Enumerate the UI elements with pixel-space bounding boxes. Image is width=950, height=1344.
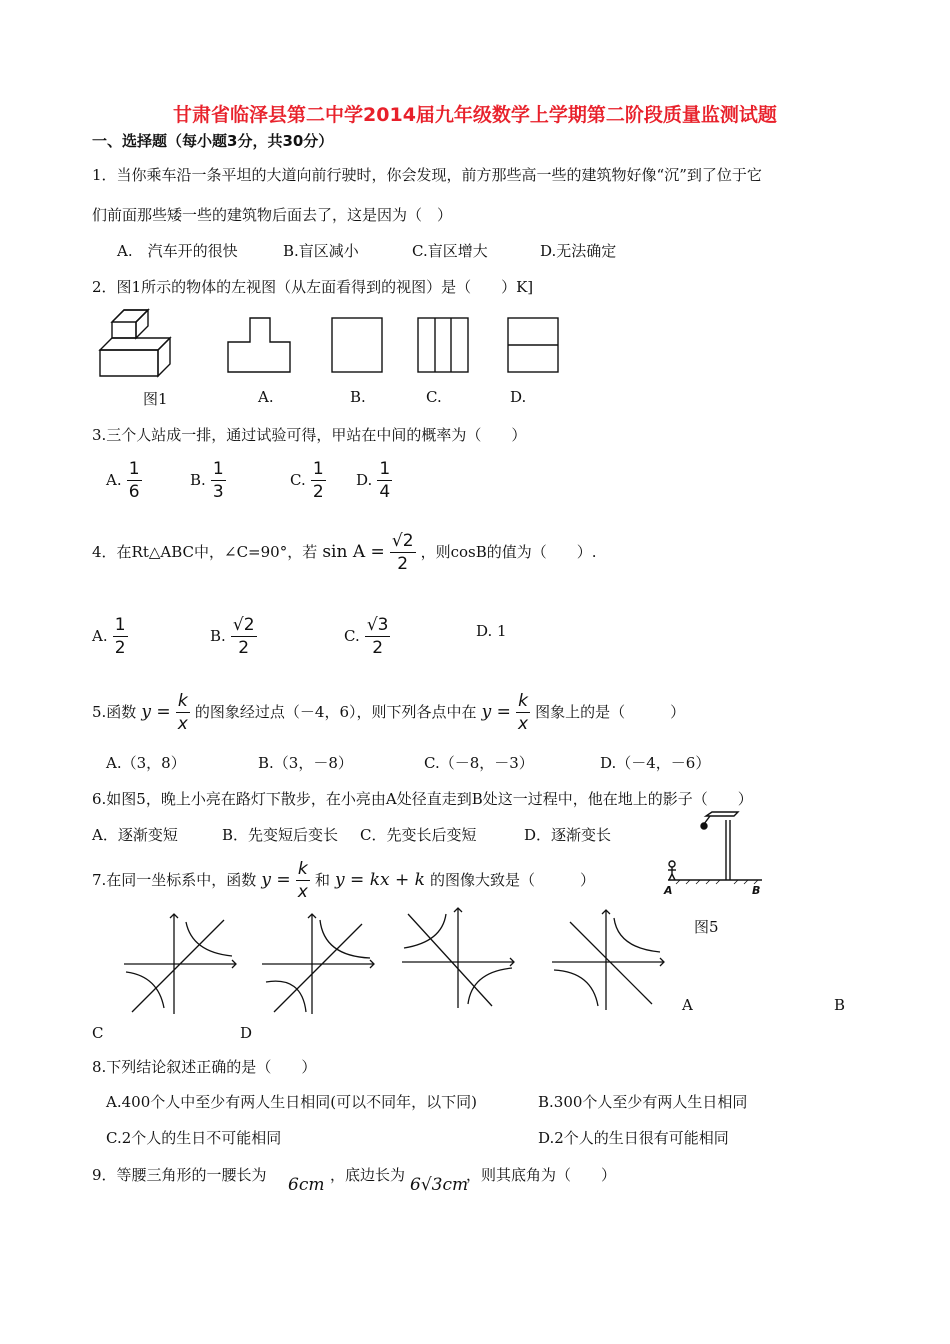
- q3-option-c: [290, 458, 326, 503]
- q4-stem-a: 4．在Rt△ABC中，∠C=90°，若: [92, 543, 318, 561]
- q3-option-b-label: B.: [190, 471, 206, 489]
- option-d-two-rows: [508, 318, 562, 374]
- q8-option-c: C.2个人的生日不可能相同: [106, 1129, 282, 1147]
- q4-sin-lhs: sin A =: [322, 542, 385, 562]
- q1-option-b: B.盲区减小: [283, 242, 359, 260]
- question-1-line-1: 1．当你乘车沿一条平坦的大道向前行驶时，你会发现，前方那些高一些的建筑物好像“沉”到了位于它: [92, 166, 762, 184]
- q4-option-b-label: B.: [210, 627, 226, 645]
- q5-func1-denominator: x: [177, 714, 188, 734]
- q4-option-a: [92, 614, 128, 659]
- question-9-stem-b: ，底边长为: [330, 1166, 406, 1184]
- q5-option-d: D.（－4，－6）: [600, 754, 711, 772]
- q7-stem-c: 的图像大致是（ ）: [430, 871, 596, 889]
- q7-graph-label-b: B: [834, 996, 846, 1014]
- q3-option-d: [356, 458, 392, 503]
- q7-graph-label-a: A: [682, 996, 693, 1014]
- q4-option-a-label: A.: [92, 627, 108, 645]
- question-3-stem: 3.三个人站成一排，通过试验可得，甲站在中间的概率为（ ）: [92, 426, 527, 444]
- q7-graph-2: [262, 912, 378, 1016]
- q4-sin-denominator: 2: [397, 554, 409, 574]
- q5-stem-b: 的图象经过点（－4，6），则下列各点中在: [194, 703, 477, 721]
- question-1-line-2: 们前面那些矮一些的建筑物后面去了，这是因为（ ）: [92, 206, 453, 224]
- q3-option-d-label: D.: [356, 471, 373, 489]
- q3-option-a-denominator: 6: [128, 482, 140, 502]
- option-c-three-columns: [418, 318, 472, 374]
- figure-5-point-b: B: [752, 884, 761, 897]
- q4-option-c: [344, 614, 390, 659]
- question-8-stem: 8.下列结论叙述正确的是（ ）: [92, 1058, 317, 1076]
- q2-option-a-label: A.: [258, 388, 274, 406]
- q2-option-b-label: B.: [350, 388, 366, 406]
- q7-func-denominator: x: [297, 882, 308, 902]
- option-a-t-shape: [228, 318, 294, 374]
- figure-1-label: 图1: [143, 390, 168, 408]
- q7-func-lhs: y =: [261, 870, 291, 890]
- question-5-stem: [92, 690, 685, 735]
- q5-func2-lhs: y =: [481, 702, 511, 722]
- q7-graph-label-d: D: [240, 1024, 253, 1042]
- q4-option-c-numerator: √3: [366, 615, 389, 635]
- q9-leg-length: 6cm: [288, 1175, 325, 1195]
- question-9-stem-a: 9．等腰三角形的一腰长为: [92, 1166, 267, 1184]
- q7-linear-function: y = kx + k: [335, 870, 425, 890]
- q6-option-a: A．逐渐变短: [92, 826, 178, 844]
- q4-option-a-numerator: 1: [114, 615, 126, 635]
- q4-option-c-label: C.: [344, 627, 360, 645]
- q7-stem-a: 7.在同一坐标系中，函数: [92, 871, 257, 889]
- q5-stem-c: 图象上的是（ ）: [535, 703, 686, 721]
- q5-func2-denominator: x: [517, 714, 529, 734]
- figure-5-point-a: A: [664, 884, 673, 897]
- q8-option-b: B.300个人至少有两人生日相同: [538, 1093, 748, 1111]
- q4-option-d: [476, 622, 507, 640]
- document-title: 甘肃省临泽县第二中学2014届九年级数学上学期第二阶段质量监测试题: [173, 104, 777, 126]
- question-2-stem: 2．图1所示的物体的左视图（从左面看得到的视图）是（ ）K]: [92, 278, 534, 296]
- q4-option-c-denominator: 2: [372, 638, 384, 658]
- q3-option-c-denominator: 2: [312, 482, 324, 502]
- q7-func-numerator: k: [297, 859, 308, 879]
- q4-option-d-label: D.: [476, 622, 493, 640]
- q3-option-d-denominator: 4: [379, 482, 391, 502]
- q8-option-d: D.2个人的生日很有可能相同: [538, 1129, 729, 1147]
- q3-option-a: [106, 458, 142, 503]
- q8-option-a: A.400个人中至少有两人生日相同(可以不同年，以下同): [106, 1093, 477, 1111]
- q3-option-b-denominator: 3: [212, 482, 224, 502]
- q5-option-b: B.（3，－8）: [258, 754, 353, 772]
- q7-graph-label-c: C: [92, 1024, 104, 1042]
- q1-option-d: D.无法确定: [540, 242, 617, 260]
- q1-option-c: C.盲区增大: [412, 242, 488, 260]
- q4-option-b-denominator: 2: [238, 638, 250, 658]
- q3-option-b: [190, 458, 226, 503]
- q3-option-b-numerator: 1: [212, 459, 224, 479]
- q4-option-a-denominator: 2: [114, 638, 126, 658]
- q3-option-c-numerator: 1: [312, 459, 324, 479]
- option-b-square: [332, 318, 386, 374]
- figure-5-caption: 图5: [694, 918, 719, 936]
- q5-option-a: A.（3，8）: [106, 754, 186, 772]
- q4-stem-b: ，则cosB的值为（ ）.: [420, 543, 597, 561]
- q7-graph-1: [124, 912, 240, 1016]
- q6-option-d: D．逐渐变长: [524, 826, 612, 844]
- q6-option-c: C．先变长后变短: [360, 826, 477, 844]
- q3-option-a-label: A.: [106, 471, 122, 489]
- q3-option-d-numerator: 1: [379, 459, 391, 479]
- q7-stem-b: 和: [314, 871, 330, 889]
- q5-stem-a: 5.函数: [92, 703, 137, 721]
- question-6-stem: 6.如图5，晚上小亮在路灯下散步，在小亮由A处径直走到B处这一过程中，他在地上的影子（ ）: [92, 790, 753, 808]
- figure-1-solid: [98, 310, 178, 380]
- q4-option-d-value: 1: [497, 622, 507, 640]
- q4-option-b: [210, 614, 257, 659]
- question-9-stem-c: ，则其底角为（ ）: [466, 1166, 617, 1184]
- q3-option-c-label: C.: [290, 471, 306, 489]
- q1-option-a: A. 汽车开的很快: [117, 242, 238, 260]
- q6-option-b: B．先变短后变长: [222, 826, 339, 844]
- q7-graph-4: [552, 908, 668, 1012]
- question-4-stem: [92, 530, 597, 575]
- question-7-stem: [92, 858, 595, 903]
- q3-option-a-numerator: 1: [128, 459, 140, 479]
- q5-func2-numerator: k: [518, 691, 528, 711]
- q5-func1-numerator: k: [177, 691, 188, 711]
- q2-option-c-label: C.: [426, 388, 442, 406]
- q4-sin-numerator: √2: [391, 531, 414, 551]
- q5-option-c: C.（－8，－3）: [424, 754, 534, 772]
- q4-option-b-numerator: √2: [232, 615, 255, 635]
- q2-option-d-label: D.: [510, 388, 527, 406]
- q9-base-length: 6√3cm: [410, 1175, 469, 1195]
- q7-graph-3: [402, 906, 518, 1010]
- q5-func1-lhs: y =: [141, 702, 171, 722]
- section-heading: 一、选择题（每小题3分，共30分）: [92, 132, 334, 150]
